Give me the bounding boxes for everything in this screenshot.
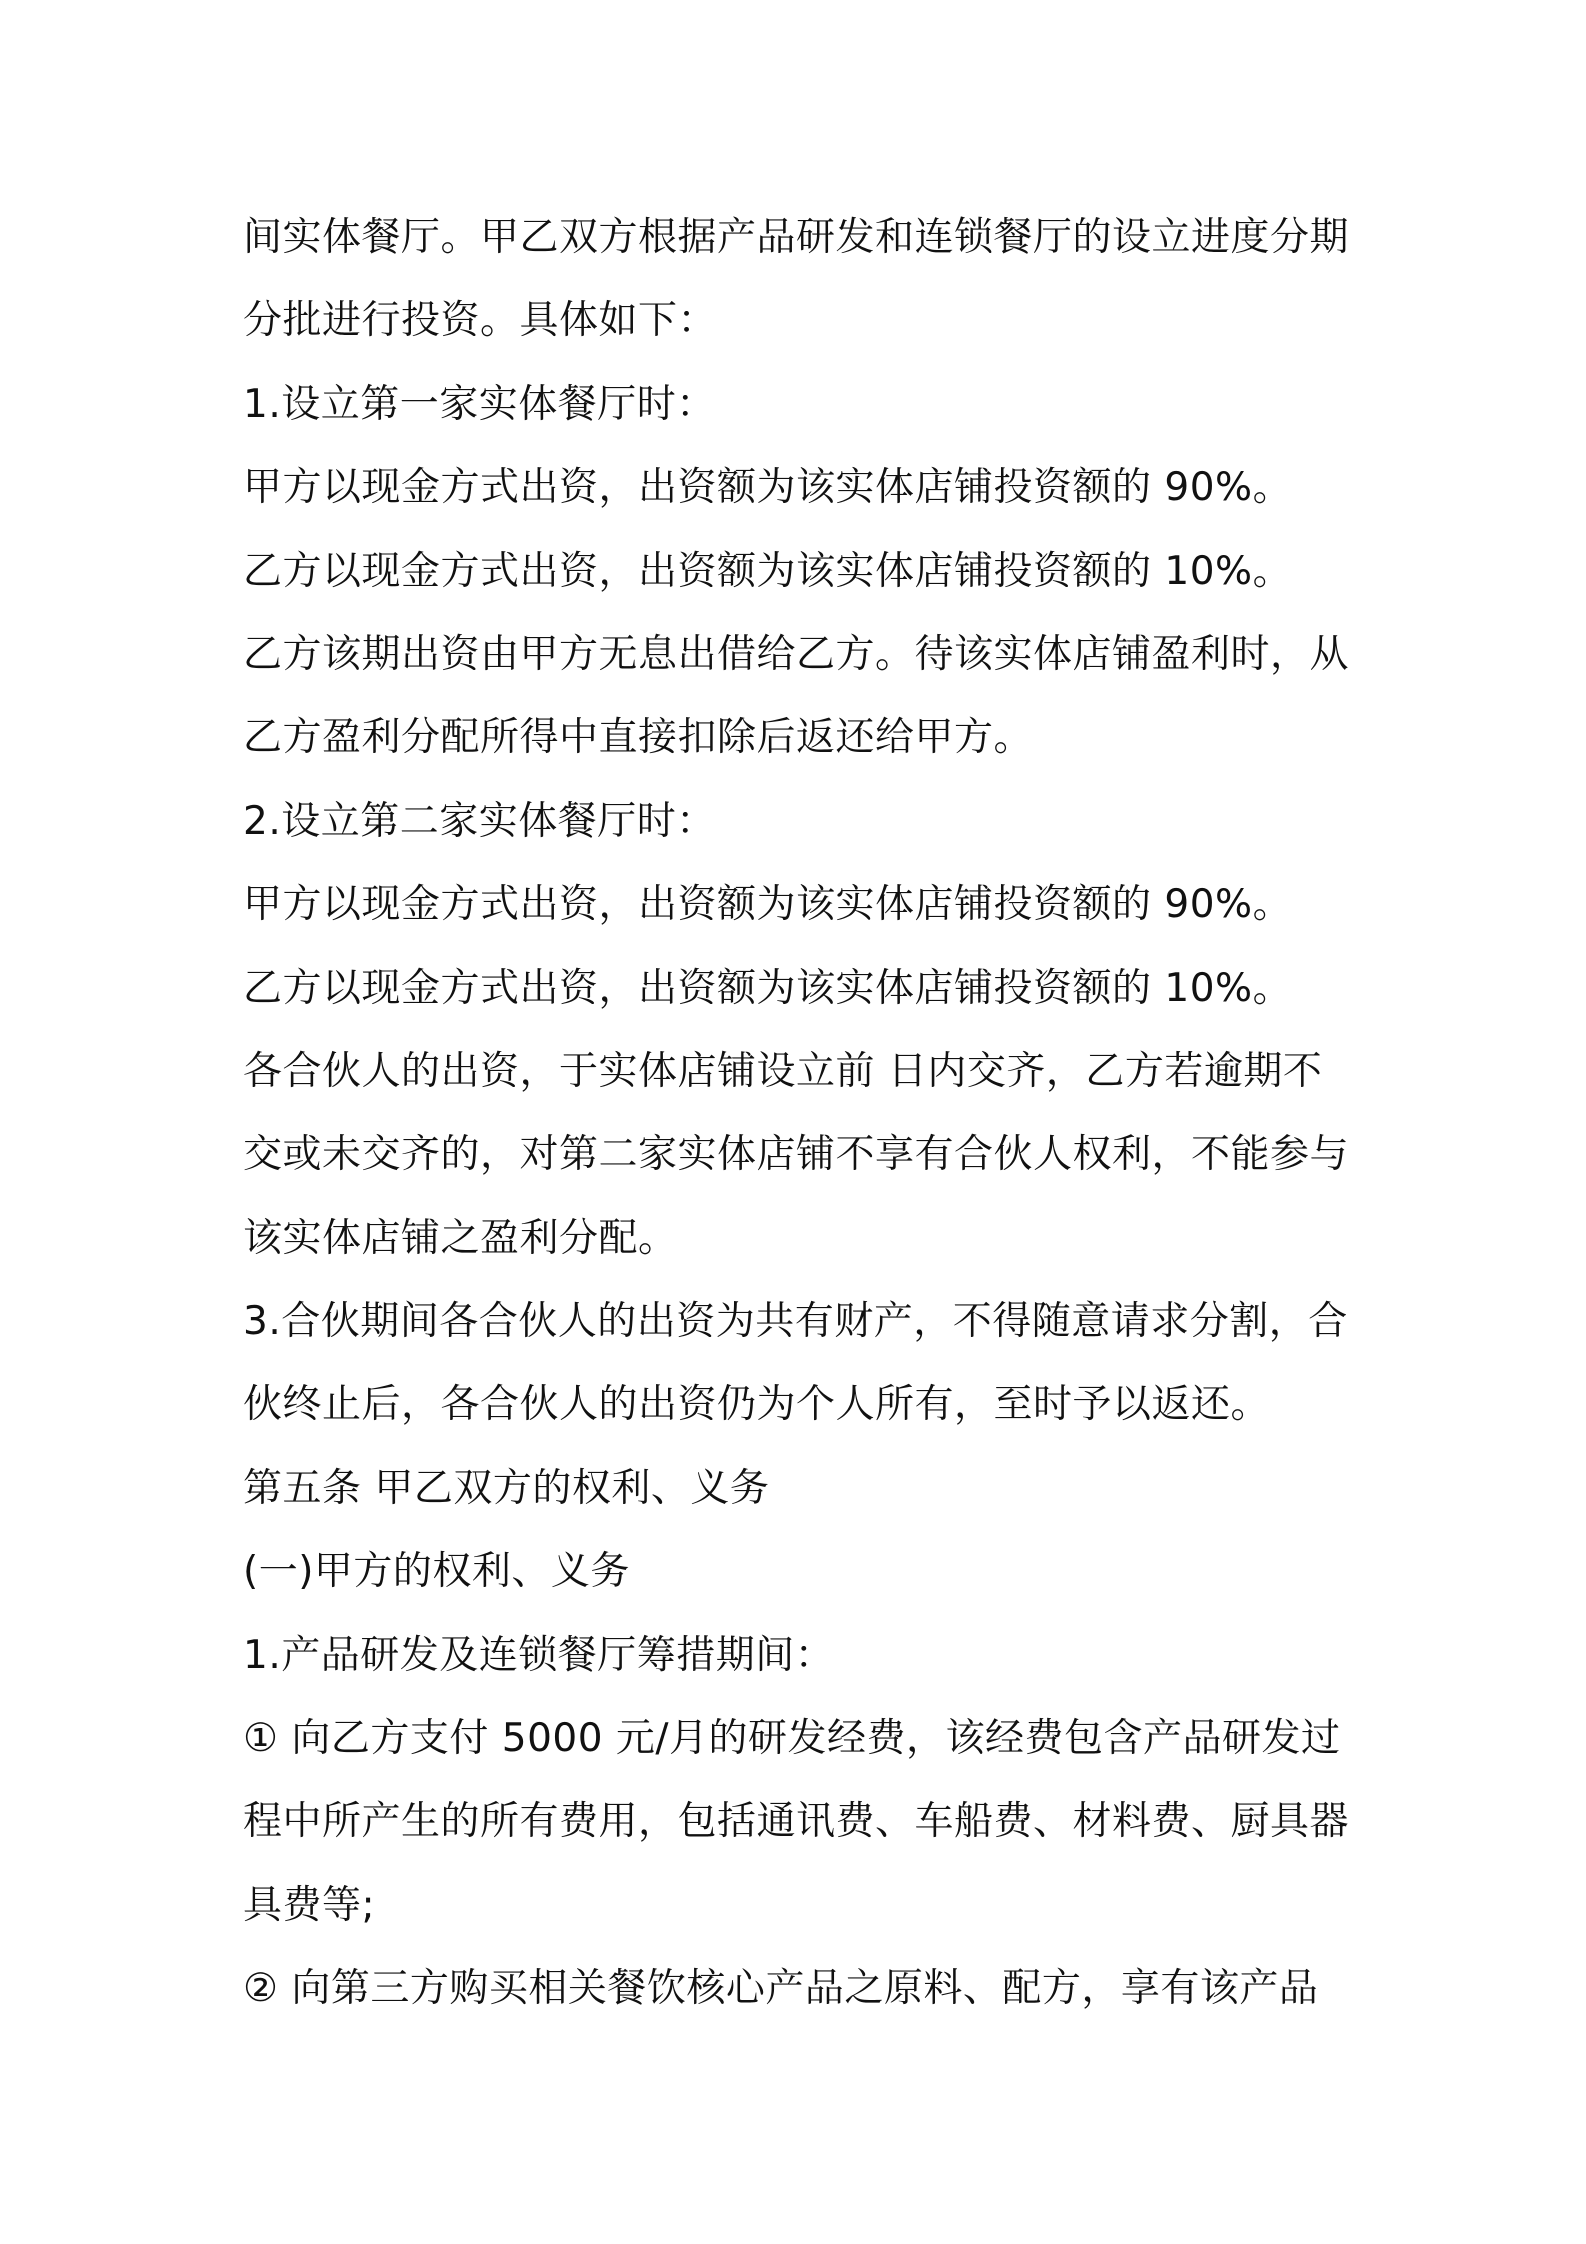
text-line: 伙终止后，各合伙人的出资仍为个人所有，至时予以返还。	[243, 1382, 1271, 1428]
text-line: 间实体餐厅。甲乙双方根据产品研发和连锁餐厅的设立进度分期	[243, 215, 1350, 260]
text-line: ① 向乙方支付 5000 元/月的研发经费，该经费包含产品研发过	[243, 1716, 1341, 1762]
document-body	[243, 196, 1363, 2031]
text-line: 1.设立第一家实体餐厅时：	[243, 381, 716, 427]
subsection-heading: (一)甲方的权利、义务	[243, 1549, 630, 1595]
text-line: 乙方盈利分配所得中直接扣除后返还给甲方。	[243, 715, 1034, 761]
text-line: 乙方以现金方式出资，出资额为该实体店铺投资额的 10%。	[243, 965, 1293, 1011]
text-line: 甲方以现金方式出资，出资额为该实体店铺投资额的 90%。	[243, 882, 1293, 928]
section-heading: 第五条 甲乙双方的权利、义务	[243, 1465, 770, 1511]
text-line: 交或未交齐的，对第二家实体店铺不享有合伙人权利，不能参与	[243, 1132, 1350, 1178]
text-line: 该实体店铺之盈利分配。	[243, 1215, 678, 1261]
text-line: 乙方该期出资由甲方无息出借给乙方。待该实体店铺盈利时，从	[243, 631, 1350, 677]
text-line: 乙方以现金方式出资，出资额为该实体店铺投资额的 10%。	[243, 548, 1293, 594]
text-line: 分批进行投资。具体如下：	[243, 298, 718, 344]
text-line: 程中所产生的所有费用，包括通讯费、车船费、材料费、厨具器	[243, 1799, 1350, 1845]
text-line: 具费等;	[243, 1882, 376, 1928]
text-line: 2.设立第二家实体餐厅时：	[243, 798, 716, 844]
text-line: 1.产品研发及连锁餐厅筹措期间：	[243, 1632, 835, 1678]
text-line: 各合伙人的出资，于实体店铺设立前 日内交齐，乙方若逾期不	[243, 1048, 1323, 1094]
text-line: 甲方以现金方式出资，出资额为该实体店铺投资额的 90%。	[243, 465, 1293, 511]
text-line: 3.合伙期间各合伙人的出资为共有财产，不得随意请求分割，合	[243, 1299, 1348, 1345]
text-line: ② 向第三方购买相关餐饮核心产品之原料、配方，享有该产品	[243, 1966, 1319, 2012]
